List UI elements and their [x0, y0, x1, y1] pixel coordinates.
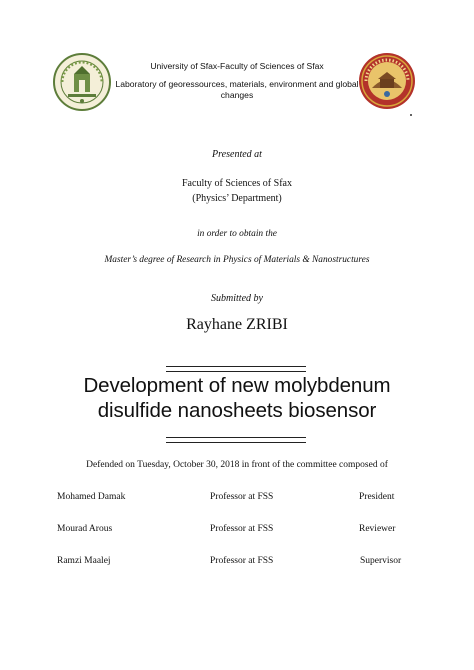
committee-member-name: Mourad Arous [57, 524, 113, 534]
header-block [110, 61, 364, 102]
committee-member-name: Mohamed Damak [57, 492, 126, 502]
thesis-title [0, 373, 474, 423]
university-name: University of Sfax-Faculty of Sciences of Sfax [150, 61, 324, 71]
committee-member-role: Supervisor [360, 556, 402, 566]
committee-member-role: Reviewer [359, 524, 396, 534]
author-name: Rayhane ZRIBI [186, 316, 288, 333]
stray-dot [410, 114, 412, 116]
title-rule-bottom [166, 437, 306, 443]
degree-title: Master’s degree of Research in Physics of Materials & Nanostructures [104, 255, 370, 265]
submitted-by-label: Submitted by [211, 293, 263, 304]
faculty-name: Faculty of Sciences of Sfax [182, 178, 292, 189]
committee-member-title: Professor at FSS [210, 524, 274, 534]
laboratory-name: Laboratory of georessources, materials, environment and global changes [115, 78, 359, 100]
faculty-block [0, 176, 474, 206]
defense-statement: Defended on Tuesday, October 30, 2018 in front of the committee composed of [86, 460, 388, 470]
in-order-label: in order to obtain the [197, 229, 277, 239]
department-name: (Physics’ Department) [192, 193, 282, 204]
thesis-title-line-2: disulfide nanosheets biosensor [97, 399, 377, 422]
university-seal-logo [358, 52, 416, 110]
committee-member-name: Ramzi Maalej [57, 556, 111, 566]
committee-member-role: President [359, 492, 395, 502]
title-rule-top [166, 366, 306, 372]
thesis-title-line-1: Development of new molybdenum [83, 374, 391, 397]
faculty-logo [52, 52, 112, 112]
committee-member-title: Professor at FSS [210, 556, 274, 566]
committee-member-title: Professor at FSS [210, 492, 274, 502]
presented-at-label: Presented at [212, 149, 262, 160]
